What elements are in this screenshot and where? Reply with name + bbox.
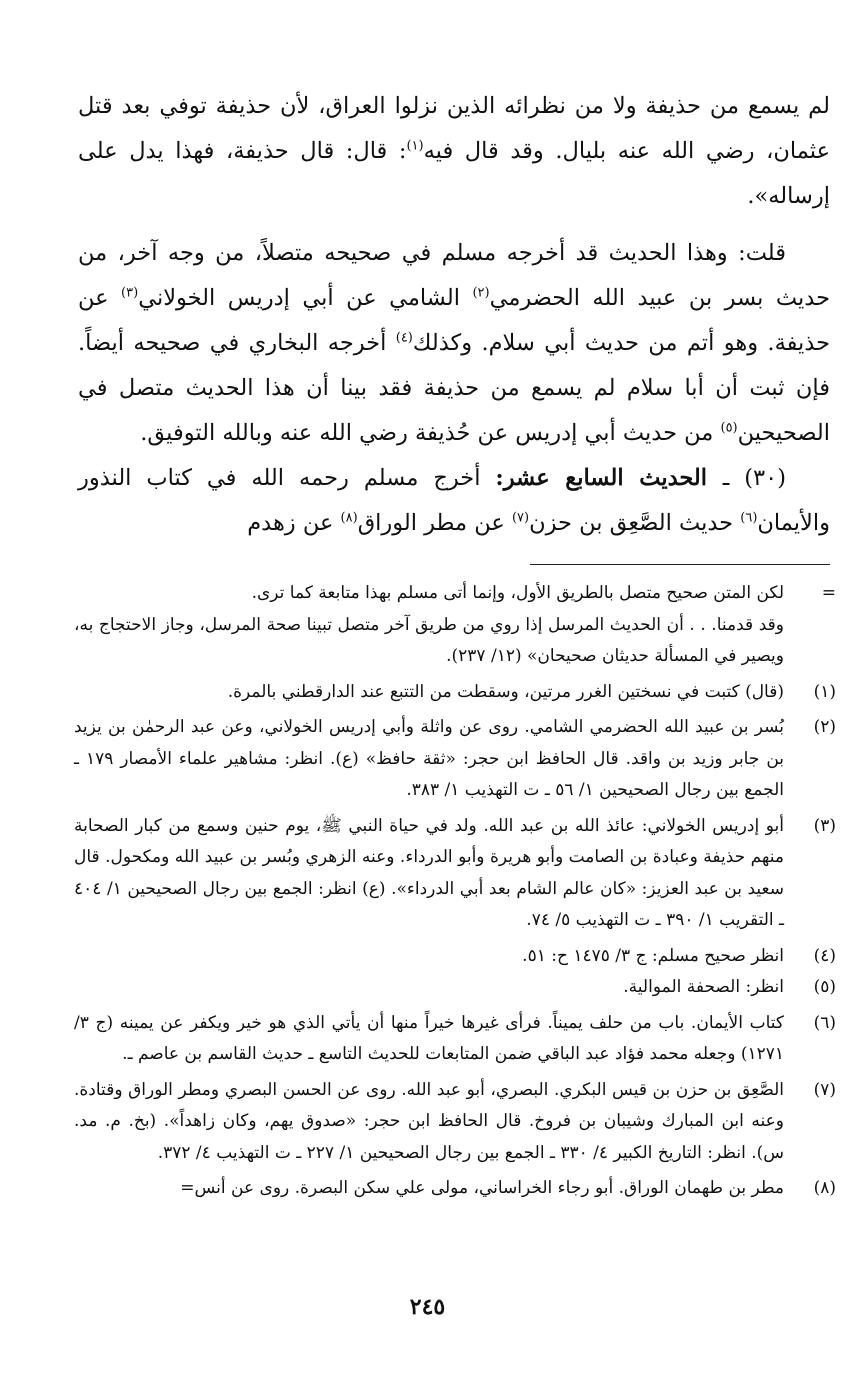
footnote-text: مطر بن طهمان الوراق. أبو رجاء الخراساني، مولى علي سكن البصرة. روى عن أنس= <box>180 1178 784 1198</box>
footnote-ref-4: (٤) <box>395 330 413 346</box>
footnote-ref-2: (٢) <box>472 285 490 301</box>
paragraph-2-text-d: أخرجه البخاري في صحيحه أيضاً. فإن ثبت أن أبا سلام لم يسمع من حذيفة فقد بينا أن هذا الحديث متصل في الصحيحين <box>78 330 830 446</box>
footnote-ref-1: (١) <box>406 138 424 154</box>
footnote-text: أبو إدريس الخولاني: عائذ الله بن عبد الله. ولد في حياة النبي ﷺ، يوم حنين وسمع من كبار الصحابة منهم حذيفة وعبادة بن الصامت وأبو هريرة وأبو الدرداء. وعنه الزهري وبُسر بن عبيد الله ومكحول. قال سعيد بن عبد العزيز: «كان عالم الشام بعد أبي الدرداء». (ع) انظر: الجمع بين رجال الصحيحين ١/ ٤٠٤ ـ التقريب ١/ ٣٩٠ ـ ت التهذيب ٥/ ٧٤. <box>74 815 784 930</box>
paragraph-3-text-d: عن زهدم <box>247 510 341 536</box>
paragraph-1-text: لم يسمع من حذيفة ولا من نظرائه الذين نزلوا العراق، لأن حذيفة توفي بعد قتل عثمان، رضي الله عنه بليال. وقد قال فيه <box>78 93 830 164</box>
paragraph-1-end: : قال: قال حذيفة، فهذا يدل على إرساله». <box>78 138 830 209</box>
paragraph-2-text-c: عن حذيفة. وهو أتم من حديث أبي سلام. وكذلك <box>78 285 831 356</box>
footnote-marker: = <box>821 583 836 603</box>
footnote-1 <box>74 677 836 709</box>
paragraph-3-text-a: أخرج مسلم رحمه الله في كتاب النذور والأيمان <box>78 465 830 536</box>
footnote-ref-3: (٣) <box>121 285 139 301</box>
footnote-text: الصَّعِق بن حزن بن قيس البكري. البصري، أبو عبد الله. روى عن الحسن البصري ومطر الوراق وقتادة. وعنه ابن المبارك وشيبان بن فروخ. قال الحافظ ابن حجر: «صدوق يهم، وكان زاهداً». (بخ. م. مد. س). انظر: التاريخ الكبير ٤/ ٣٣٠ ـ الجمع بين رجال الصحيحين ١/ ٢٢٧ ـ ت التهذيب ٤/ ٣٧٢. <box>74 1079 784 1163</box>
footnote-number: (٧) <box>813 1079 836 1100</box>
footnote-number: (٨) <box>813 1178 836 1198</box>
footnote-5 <box>74 972 836 1004</box>
main-text <box>78 84 830 546</box>
footnote-6 <box>74 1008 836 1071</box>
footnote-4 <box>74 941 836 973</box>
footnote-ref-7: (٧) <box>511 510 530 526</box>
paragraph-2-text-b: الشامي عن أبي إدريس الخولاني <box>138 285 473 311</box>
paragraph-2-text-a: قلت: وهذا الحديث قد أخرجه مسلم في صحيحه متصلاً، من وجه آخر، من حديث بسر بن عبيد الله الحضرمي <box>78 240 830 311</box>
footnote-text: وقد قدمنا. . . أن الحديث المرسل إذا روي من طريق آخر متصل تبينا صحة المرسل، وجاز الاحتجاج به، ويصير في المسألة حديثان صحيحان» (١٢/ ٢٣٧). <box>74 614 784 666</box>
footnote-number: (٥) <box>813 977 836 997</box>
footnote-text: بُسر بن عبيد الله الحضرمي الشامي. روى عن واثلة وأبي إدريس الخولاني، وعن عبد الرحمٰن بن يزيد بن جابر وزيد بن واقد. قال الحافظ ابن حجر: «ثقة حافظ» (ع). انظر: مشاهير علماء الأمصار ١٧٩ ـ الجمع بين رجال الصحيحين ١/ ٥٦ ـ ت التهذيب ١/ ٣٨٣. <box>74 717 784 800</box>
footnote-continuation <box>74 578 836 610</box>
footnote-ref-5: (٥) <box>720 420 738 436</box>
footnotes <box>74 578 836 1205</box>
paragraph-3 <box>78 456 830 546</box>
footnote-number: (١) <box>813 681 836 702</box>
hadith-number: (٣٠) ـ <box>722 465 786 491</box>
footnote-continuation <box>74 610 836 673</box>
footnote-text: انظر: الصحفة الموالية. <box>623 977 784 997</box>
footnote-ref-8: (٨) <box>340 510 358 526</box>
page-number: ٢٤٥ <box>409 1294 446 1320</box>
paragraph-3-text-b: حديث الصَّعِق بن حزن <box>529 510 741 536</box>
footnote-number: (٤) <box>813 945 836 966</box>
paragraph-2-text-e: من حديث أبي إدريس عن حُذيفة رضي الله عنه وبالله التوفيق. <box>140 420 721 446</box>
footnote-text: كتاب الأيمان. باب من حلف يميناً. فرأى غيرها خيراً منها أن يأتي الذي هو خير ويكفر عن يمينه (ج ٣/ ١٢٧١) وجعله محمد فؤاد عبد الباقي ضمن المتابعات للحديث التاسع ـ حديث القاسم بن عاصم ـ. <box>74 1012 784 1064</box>
footnote-number: (٣) <box>813 815 836 836</box>
footnote-ref-6: (٦) <box>740 510 758 526</box>
paragraph-3-text-c: عن مطر الوراق <box>357 510 512 536</box>
footnote-marker <box>784 610 836 673</box>
hadith-title: الحديث السابع عشر: <box>495 465 723 491</box>
footnote-divider <box>530 564 830 565</box>
footnote-8 <box>74 1173 836 1205</box>
paragraph-1 <box>78 84 830 219</box>
footnote-text: انظر صحيح مسلم: ج ٣/ ١٤٧٥ ح: ٥١. <box>522 945 784 966</box>
footnote-7 <box>74 1075 836 1170</box>
footnote-number: (٦) <box>813 1012 836 1033</box>
paragraph-2 <box>78 231 830 456</box>
footnote-2 <box>74 712 836 807</box>
footnote-text: لكن المتن صحيح متصل بالطريق الأول، وإنما أتى مسلم بهذا متابعة كما ترى. <box>251 583 784 603</box>
footnote-number: (٢) <box>813 717 836 737</box>
footnote-text: (قال) كتبت في نسختين الغرر مرتين، وسقطت من التتبع عند الدارقطني بالمرة. <box>227 681 784 702</box>
footnote-3 <box>74 811 836 937</box>
